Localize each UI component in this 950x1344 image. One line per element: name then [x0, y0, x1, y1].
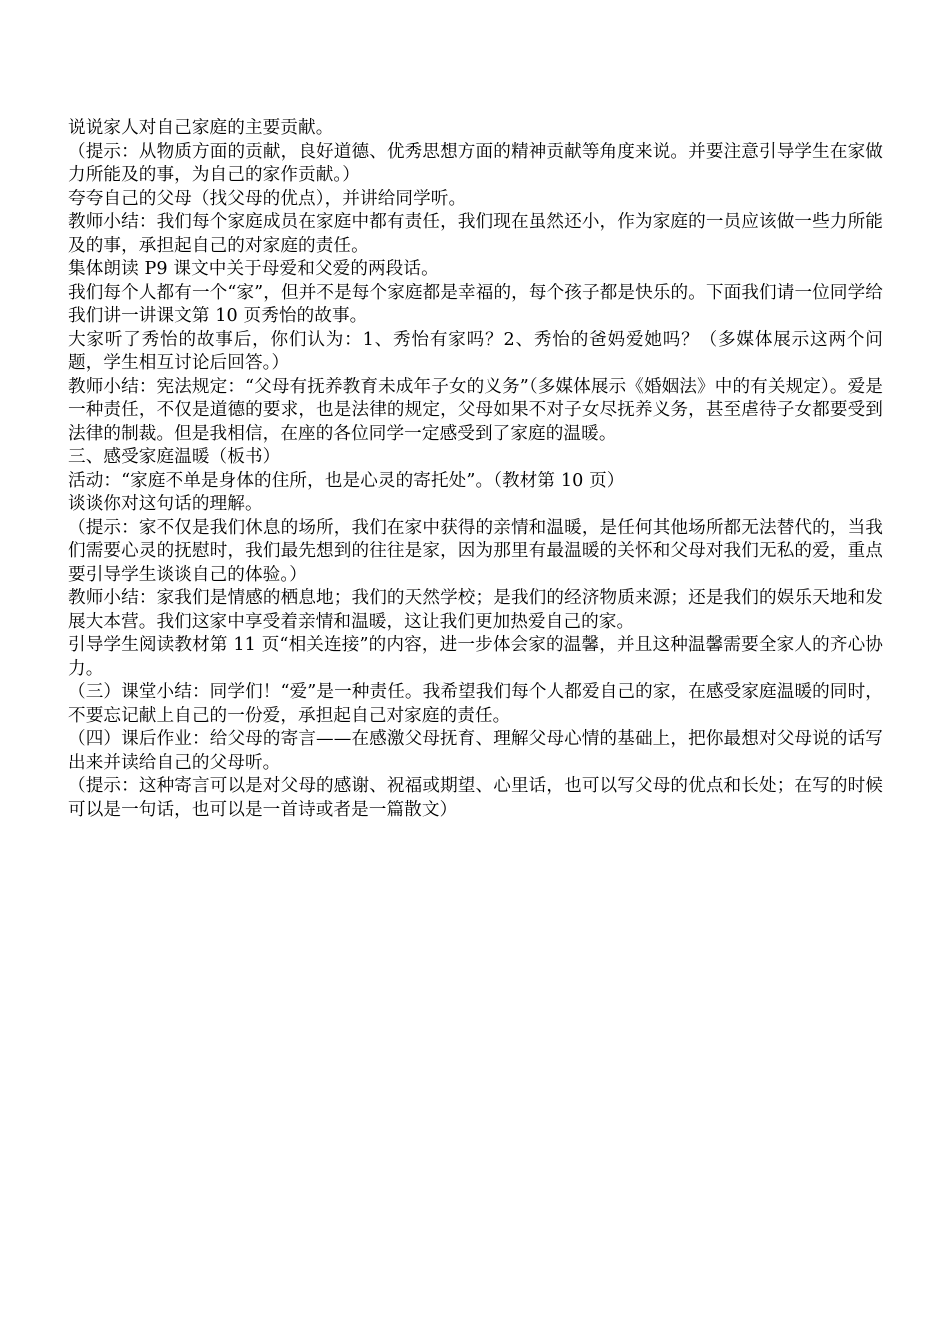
paragraph-family-contribution: 说说家人对自己家庭的主要贡献。	[68, 118, 334, 138]
paragraph-discuss-understanding: 谈谈你对这句话的理解。	[68, 494, 263, 514]
paragraph-story-intro: 我们每个人都有一个“家”，但并不是每个家庭都是幸福的，每个孩子都是快乐的。下面我们请一位同学给我们讲一讲课文第 10 页秀怡的故事。	[68, 282, 883, 326]
paragraph-discussion-questions: 大家听了秀怡的故事后，你们认为：1、秀怡有家吗？2、秀怡的爸妈爱她吗？（多媒体展示这两个问题，学生相互讨论后回答。）	[68, 329, 883, 373]
paragraph-activity: 活动：“家庭不单是身体的住所，也是心灵的寄托处”。（教材第 10 页）	[68, 470, 625, 491]
paragraph-guided-reading: 引导学生阅读教材第 11 页“相关连接”的内容，进一步体会家的温馨，并且这种温馨需要全家人的齐心协力。	[68, 635, 883, 679]
document-page	[68, 117, 883, 822]
paragraph-group-reading: 集体朗读 P9 课文中关于母爱和父爱的两段话。	[68, 259, 439, 279]
paragraph-teacher-summary-responsibility: 教师小结：我们每个家庭成员在家庭中都有责任，我们现在虽然还小，作为家庭的一员应该做一些力所能及的事，承担起自己的对家庭的责任。	[68, 212, 883, 256]
paragraph-hint-contribution: （提示：从物质方面的贡献，良好道德、优秀思想方面的精神贡献等角度来说。并要注意引导学生在家做力所能及的事，为自己的家作贡献。）	[68, 141, 883, 185]
paragraph-class-summary: （三）课堂小结：同学们！“爱”是一种责任。我希望我们每个人都爱自己的家，在感受家庭温暖的同时，不要忘记献上自己的一份爱，承担起自己对家庭的责任。	[68, 682, 883, 726]
paragraph-homework: （四）课后作业：给父母的寄言——在感激父母抚育、理解父母心情的基础上，把你最想对父母说的话写出来并读给自己的父母听。	[68, 729, 883, 773]
paragraph-hint-homework: （提示：这种寄言可以是对父母的感谢、祝福或期望、心里话，也可以写父母的优点和长处；在写的时候可以是一句话，也可以是一首诗或者是一篇散文）	[68, 776, 883, 820]
paragraph-hint-home: （提示：家不仅是我们休息的场所，我们在家中获得的亲情和温暖，是任何其他场所都无法替代的，当我们需要心灵的抚慰时，我们最先想到的往往是家，因为那里有最温暖的关怀和父母对我们无私的爱，重点要引导学生谈谈自己的体验。）	[68, 517, 883, 585]
section-heading-family-warmth: 三、感受家庭温暖（板书）	[68, 447, 281, 467]
paragraph-teacher-summary-home: 教师小结：家我们是情感的栖息地；我们的天然学校；是我们的经济物质来源；还是我们的娱乐天地和发展大本营。我们这家中享受着亲情和温暖，这让我们更加热爱自己的家。	[68, 588, 883, 632]
paragraph-praise-parents: 夸夸自己的父母（找父母的优点），并讲给同学听。	[68, 188, 467, 209]
paragraph-teacher-summary-law: 教师小结：宪法规定：“父母有抚养教育未成年子女的义务”（多媒体展示《婚姻法》中的有关规定）。爱是一种责任，不仅是道德的要求，也是法律的规定，父母如果不对子女尽抚养义务，甚至虐待子女都要受到法律的制裁。但是我相信，在座的各位同学一定感受到了家庭的温暖。	[68, 376, 883, 444]
